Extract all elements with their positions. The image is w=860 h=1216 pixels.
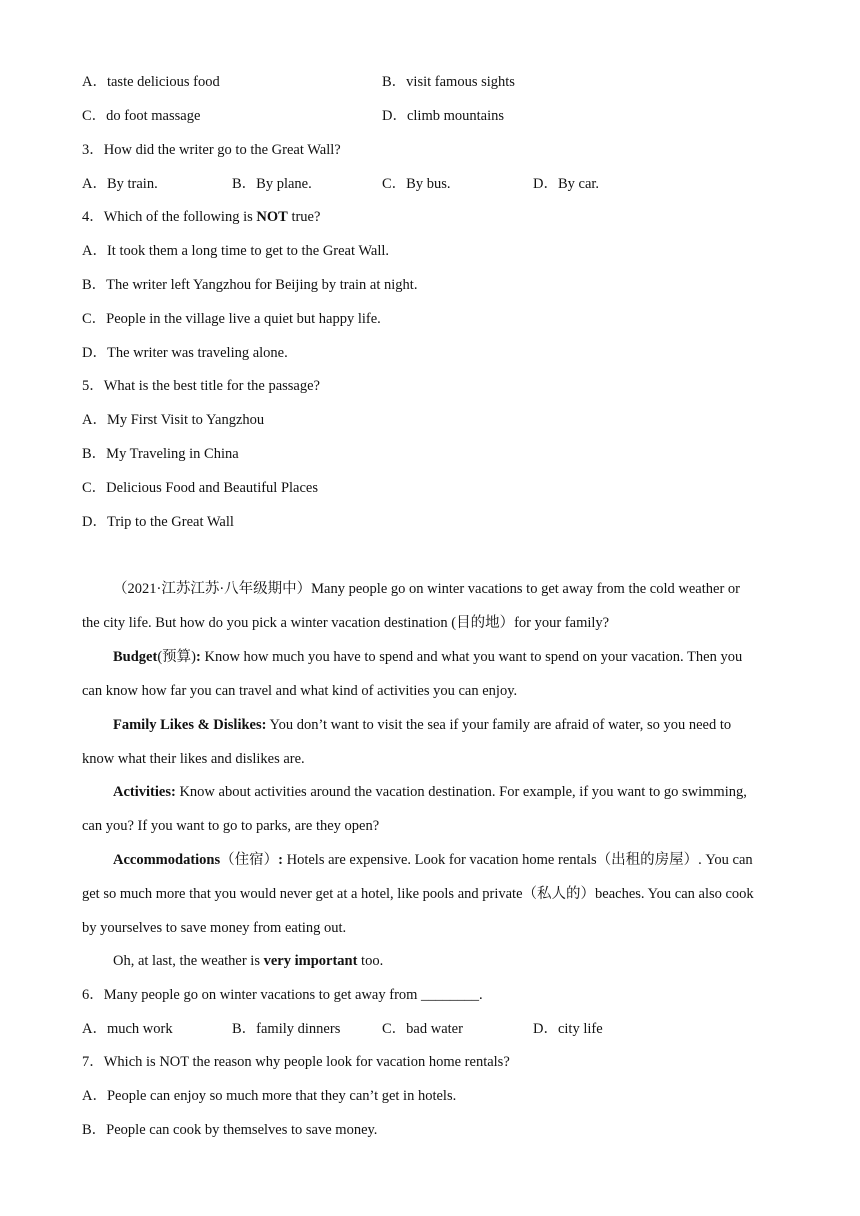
passage-family-line-2: know what their likes and dislikes are. [82, 751, 305, 767]
q4-stem-end: true? [287, 209, 321, 225]
q2-option-c: C．do foot massage [82, 108, 201, 124]
accommodations-heading-cn: （住宿） [220, 852, 279, 868]
q2-options-row-1 [82, 72, 515, 92]
accommodations-text: Hotels are expensive. Look for vacation home rentals（出租的房屋）. You can [282, 852, 753, 868]
q4-stem-text: 4．Which of the following is [82, 209, 257, 225]
budget-heading-cn: (预算) [157, 649, 196, 665]
activities-text: Know about activities around the vacation destination. For example, if you want to go swimming, [175, 784, 747, 800]
q6-option-c: C．bad water [382, 1021, 463, 1037]
q2-option-d: D．climb mountains [382, 108, 505, 124]
passage-accommodations-line-2: get so much more that you would never get at a hotel, like pools and private（私人的）beaches. You can also cook [82, 886, 754, 902]
budget-heading: Budget [113, 649, 158, 665]
q5-option-b: B．My Traveling in China [82, 446, 239, 462]
q6-option-d: D．city life [533, 1021, 603, 1037]
q4-option-d: D．The writer was traveling alone. [82, 345, 288, 361]
family-heading: Family Likes & Dislikes: [113, 717, 267, 733]
q7-option-a: A．People can enjoy so much more that they can’t get in hotels. [82, 1088, 457, 1104]
budget-text: Know how much you have to spend and what you want to spend on your vacation. Then you [200, 649, 743, 665]
passage-activities-line-2: can you? If you want to go to parks, are they open? [82, 818, 380, 834]
q7-option-b: B．People can cook by themselves to save money. [82, 1122, 378, 1138]
q3-option-b: B．By plane. [232, 176, 312, 192]
passage-intro-line-2: the city life. But how do you pick a winter vacation destination (目的地）for your family? [82, 615, 610, 631]
passage-family-line-1 [113, 715, 731, 735]
q6-option-a: A．much work [82, 1021, 173, 1037]
passage-budget-line-2: can know how far you can travel and what kind of activities you can enjoy. [82, 683, 518, 699]
q4-option-b: B．The writer left Yangzhou for Beijing by train at night. [82, 277, 418, 293]
q4-stem [82, 207, 320, 227]
q6-option-b: B．family dinners [232, 1021, 341, 1037]
q3-option-d: D．By car. [533, 176, 600, 192]
q2-options-row-2 [82, 106, 505, 126]
budget-colon: : [196, 649, 201, 665]
weather-emphasis: very important [263, 953, 358, 969]
q4-option-c: C．People in the village live a quiet but happy life. [82, 311, 381, 327]
q3-option-a: A．By train. [82, 176, 158, 192]
q2-option-b: B．visit famous sights [382, 74, 515, 90]
weather-text-end: too. [357, 953, 384, 969]
passage-weather-line [113, 951, 383, 971]
passage-intro-line-1: （2021·江苏江苏·八年级期中）Many people go on winter vacations to get away from the cold weather or [113, 581, 740, 597]
q6-stem: 6．Many people go on winter vacations to get away from ________. [82, 987, 483, 1003]
q4-stem-emphasis: NOT [256, 209, 288, 225]
q5-stem: 5．What is the best title for the passage? [82, 378, 320, 394]
q2-option-a: A．taste delicious food [82, 74, 220, 90]
passage-accommodations-line-3: by yourselves to save money from eating out. [82, 920, 347, 936]
q3-stem: 3．How did the writer go to the Great Wall? [82, 142, 341, 158]
q5-option-a: A．My First Visit to Yangzhou [82, 412, 265, 428]
accommodations-colon: : [278, 852, 283, 868]
q7-stem: 7．Which is NOT the reason why people look for vacation home rentals? [82, 1054, 510, 1070]
passage-activities-line-1 [113, 782, 747, 802]
q3-option-c: C．By bus. [382, 176, 451, 192]
q5-option-d: D．Trip to the Great Wall [82, 514, 234, 530]
q5-option-c: C．Delicious Food and Beautiful Places [82, 480, 318, 496]
passage-budget-line-1 [113, 647, 742, 667]
q4-option-a: A．It took them a long time to get to the Great Wall. [82, 243, 390, 259]
activities-heading: Activities: [113, 784, 176, 800]
family-text: You don’t want to visit the sea if your family are afraid of water, so you need to [266, 717, 732, 733]
weather-text: Oh, at last, the weather is [113, 953, 264, 969]
passage-accommodations-line-1 [113, 850, 753, 870]
accommodations-heading: Accommodations [113, 852, 221, 868]
